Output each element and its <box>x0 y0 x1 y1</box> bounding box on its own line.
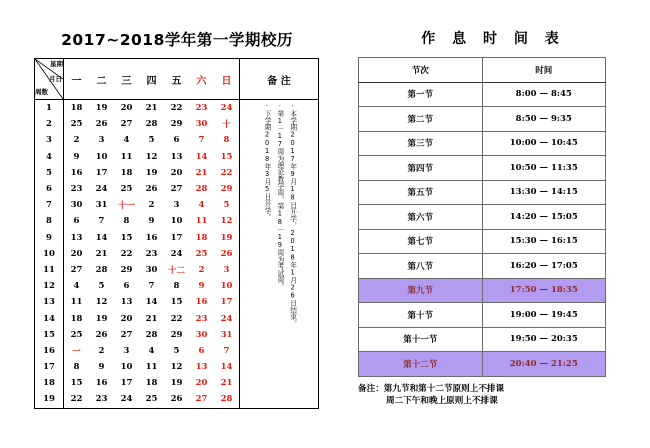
calendar-day-cell: 28 <box>195 184 208 195</box>
schedule-row <box>359 254 606 279</box>
calendar-weekday-header-2: 二 <box>89 59 114 100</box>
calendar-header-row <box>35 59 319 100</box>
calendar-title: 2017~2018学年第一学期校历 <box>61 31 293 49</box>
calendar-day-cell: 10 <box>95 151 108 162</box>
schedule-title: 作 息 时 间 表 <box>421 31 565 47</box>
calendar-day-cell: 30 <box>195 119 208 130</box>
calendar-day-cell: 18 <box>145 378 158 389</box>
calendar-day-cell: 19 <box>95 103 108 114</box>
calendar-day-cell: 25 <box>64 327 90 343</box>
calendar-day-cell: 16 <box>145 232 158 243</box>
schedule-period-time: 16:20 — 17:05 <box>482 254 606 279</box>
calendar-day-cell: 21 <box>220 378 233 389</box>
schedule-period-name: 第二节 <box>359 107 483 132</box>
calendar-weekday-header-4: 四 <box>139 59 164 100</box>
calendar-day-cell: 3 <box>173 200 180 211</box>
calendar-day-cell: 31 <box>95 200 108 211</box>
calendar-day-cell: 26 <box>170 394 183 405</box>
schedule-period-time: 10:50 — 11:35 <box>482 156 606 181</box>
calendar-day-cell: 15 <box>170 297 183 308</box>
calendar-day-cell: 23 <box>64 181 90 197</box>
schedule-note-line-2: 周二下午和晚上原则上不排课 <box>386 396 498 407</box>
calendar-day-cell: 23 <box>95 394 108 405</box>
calendar-day-cell: 5 <box>98 281 105 292</box>
calendar-day-cell: 17 <box>120 378 133 389</box>
schedule-period-name: 第十二节 <box>359 352 483 377</box>
calendar-day-cell: 十一 <box>117 201 135 212</box>
remark-line-1: ·本学期2017年9月18日开学，2018年1月26日结束。 <box>288 102 297 327</box>
calendar-day-cell: 5 <box>148 135 155 146</box>
calendar-day-cell: 8 <box>173 281 180 292</box>
calendar-day-cell: 9 <box>64 149 90 165</box>
academic-calendar-table <box>34 58 319 409</box>
calendar-day-cell: 2 <box>148 200 155 211</box>
calendar-day-cell: 20 <box>195 378 208 389</box>
schedule-period-time: 17:50 — 18:35 <box>482 278 606 303</box>
calendar-day-cell: 24 <box>95 184 108 195</box>
calendar-week-number: 18 <box>43 378 55 389</box>
calendar-day-cell: 6 <box>173 135 180 146</box>
calendar-week-number: 2 <box>46 119 52 130</box>
calendar-day-cell: 14 <box>95 232 108 243</box>
calendar-day-cell: 26 <box>95 119 108 130</box>
calendar-day-cell: 24 <box>120 394 133 405</box>
calendar-day-cell: 11 <box>64 294 90 310</box>
calendar-day-cell: 10 <box>220 281 233 292</box>
calendar-week-number: 7 <box>46 200 52 211</box>
calendar-day-cell: 16 <box>64 165 90 181</box>
calendar-day-cell: 29 <box>170 329 183 340</box>
calendar-day-cell: 19 <box>95 313 108 324</box>
calendar-weekday-header-1: 一 <box>64 59 90 100</box>
schedule-period-time: 10:00 — 10:45 <box>482 131 606 156</box>
corner-label-monthday: 月日 <box>49 74 62 83</box>
calendar-day-cell: 8 <box>123 216 130 227</box>
calendar-day-cell: 14 <box>195 151 208 162</box>
calendar-day-cell: 25 <box>195 248 208 259</box>
calendar-day-cell: 11 <box>195 216 208 227</box>
calendar-week-number: 5 <box>46 167 52 178</box>
schedule-period-time: 19:00 — 19:45 <box>482 303 606 328</box>
calendar-remark-header: 备 注 <box>240 59 319 100</box>
calendar-week-number: 6 <box>46 184 52 195</box>
class-schedule-table <box>358 57 606 377</box>
calendar-week-number: 10 <box>43 248 55 259</box>
calendar-week-number: 9 <box>46 232 52 243</box>
calendar-week-number: 16 <box>43 345 55 356</box>
calendar-day-cell: 9 <box>148 216 155 227</box>
calendar-day-cell: 十 <box>222 120 231 131</box>
schedule-header-time: 时间 <box>482 58 606 83</box>
calendar-day-cell: 14 <box>145 297 158 308</box>
schedule-period-name: 第八节 <box>359 254 483 279</box>
calendar-day-cell: 19 <box>145 167 158 178</box>
calendar-day-cell: 14 <box>220 362 233 373</box>
calendar-day-cell: 4 <box>123 135 130 146</box>
calendar-week-number: 13 <box>43 297 55 308</box>
remark-line-3: ·下学期2018年3月5日开学。 <box>263 102 272 221</box>
calendar-day-cell: 7 <box>98 216 105 227</box>
calendar-day-cell: 10 <box>170 216 183 227</box>
calendar-day-cell: 6 <box>64 213 90 229</box>
calendar-week-number: 19 <box>43 394 55 405</box>
calendar-day-cell: 30 <box>195 329 208 340</box>
calendar-day-cell: 24 <box>220 313 233 324</box>
calendar-day-cell: 27 <box>120 329 133 340</box>
calendar-day-cell: 4 <box>198 200 205 211</box>
calendar-day-cell: 31 <box>220 329 233 340</box>
schedule-panel <box>352 28 628 408</box>
calendar-day-cell: 9 <box>198 281 205 292</box>
calendar-day-cell: 16 <box>95 378 108 389</box>
schedule-header-period: 节次 <box>359 58 483 83</box>
schedule-period-name: 第一节 <box>359 82 483 107</box>
schedule-period-name: 第三节 <box>359 131 483 156</box>
corner-label-weekday: 星期 <box>50 60 63 68</box>
calendar-day-cell: 15 <box>120 232 133 243</box>
calendar-day-cell: 8 <box>223 135 230 146</box>
calendar-day-cell: 17 <box>95 167 108 178</box>
calendar-week-number: 14 <box>43 313 55 324</box>
calendar-day-cell: 3 <box>123 345 130 356</box>
calendar-day-cell: 30 <box>145 264 158 275</box>
calendar-day-cell: 25 <box>64 116 90 132</box>
calendar-corner-cell <box>35 59 64 100</box>
calendar-day-cell: 22 <box>64 391 90 408</box>
calendar-day-cell: 28 <box>145 329 158 340</box>
calendar-day-cell: 7 <box>198 135 205 146</box>
calendar-day-cell: 23 <box>145 248 158 259</box>
schedule-header-row <box>359 58 606 83</box>
calendar-day-cell: 28 <box>145 119 158 130</box>
calendar-day-cell: 29 <box>120 264 133 275</box>
calendar-weekday-header-7: 日 <box>214 59 240 100</box>
calendar-day-cell: 21 <box>145 313 158 324</box>
schedule-row <box>359 278 606 303</box>
calendar-day-cell: 22 <box>220 167 233 178</box>
schedule-period-time: 14:20 — 15:05 <box>482 205 606 230</box>
calendar-day-cell: 30 <box>64 197 90 213</box>
schedule-period-name: 第四节 <box>359 156 483 181</box>
calendar-day-cell: 13 <box>170 151 183 162</box>
schedule-period-name: 第九节 <box>359 278 483 303</box>
calendar-week-row <box>35 100 319 117</box>
calendar-day-cell: 24 <box>220 103 233 114</box>
calendar-day-cell: 一 <box>64 343 90 359</box>
calendar-day-cell: 5 <box>173 345 180 356</box>
calendar-day-cell: 6 <box>123 281 130 292</box>
calendar-day-cell: 22 <box>120 248 133 259</box>
schedule-period-time: 8:00 — 8:45 <box>482 82 606 107</box>
calendar-day-cell: 15 <box>64 375 90 391</box>
calendar-day-cell: 13 <box>120 297 133 308</box>
calendar-weekday-header-3: 三 <box>114 59 139 100</box>
calendar-day-cell: 21 <box>145 103 158 114</box>
calendar-week-number: 8 <box>46 216 52 227</box>
calendar-week-number: 11 <box>43 264 55 275</box>
calendar-day-cell: 19 <box>170 378 183 389</box>
corner-label-weeknum: 周数 <box>35 88 48 96</box>
calendar-day-cell: 8 <box>64 359 90 375</box>
schedule-period-time: 20:40 — 21:25 <box>482 352 606 377</box>
calendar-day-cell: 29 <box>170 119 183 130</box>
calendar-day-cell: 26 <box>95 329 108 340</box>
schedule-period-time: 13:30 — 14:15 <box>482 180 606 205</box>
schedule-period-name: 第十一节 <box>359 327 483 352</box>
calendar-weekday-header-6: 六 <box>189 59 214 100</box>
calendar-day-cell: 9 <box>98 362 105 373</box>
calendar-day-cell: 5 <box>223 200 230 211</box>
calendar-day-cell: 12 <box>145 151 158 162</box>
calendar-day-cell: 19 <box>220 232 233 243</box>
schedule-row <box>359 180 606 205</box>
schedule-period-name: 第十节 <box>359 303 483 328</box>
calendar-day-cell: 18 <box>64 310 90 326</box>
remark-vertical-text-group <box>240 100 318 410</box>
calendar-day-cell: 10 <box>120 362 133 373</box>
calendar-day-cell: 18 <box>195 232 208 243</box>
calendar-day-cell: 12 <box>95 297 108 308</box>
calendar-week-number: 15 <box>43 329 55 340</box>
calendar-day-cell: 28 <box>220 394 233 405</box>
calendar-day-cell: 20 <box>120 313 133 324</box>
calendar-remarks-cell <box>240 100 319 409</box>
calendar-day-cell: 11 <box>145 362 158 373</box>
calendar-day-cell: 26 <box>220 248 233 259</box>
calendar-day-cell: 2 <box>98 345 105 356</box>
calendar-day-cell: 7 <box>148 281 155 292</box>
schedule-period-time: 19:50 — 20:35 <box>482 327 606 352</box>
schedule-row <box>359 352 606 377</box>
calendar-day-cell: 18 <box>120 167 133 178</box>
schedule-period-name: 第七节 <box>359 229 483 254</box>
calendar-day-cell: 23 <box>195 103 208 114</box>
calendar-day-cell: 22 <box>170 313 183 324</box>
calendar-day-cell: 6 <box>198 345 205 356</box>
calendar-day-cell: 20 <box>64 246 90 262</box>
calendar-day-cell: 26 <box>145 184 158 195</box>
schedule-period-name: 第五节 <box>359 180 483 205</box>
calendar-day-cell: 27 <box>170 184 183 195</box>
calendar-day-cell: 7 <box>223 345 230 356</box>
schedule-row <box>359 82 606 107</box>
calendar-panel <box>22 28 332 418</box>
calendar-day-cell: 13 <box>64 230 90 246</box>
calendar-day-cell: 17 <box>220 297 233 308</box>
schedule-row <box>359 229 606 254</box>
calendar-day-cell: 17 <box>170 232 183 243</box>
schedule-period-time: 8:50 — 9:35 <box>482 107 606 132</box>
schedule-notes <box>358 383 628 409</box>
calendar-week-number: 3 <box>46 135 52 146</box>
calendar-day-cell: 12 <box>220 216 233 227</box>
corner-diagonal-box <box>35 59 63 99</box>
calendar-week-number: 17 <box>43 362 55 373</box>
calendar-weekday-header-5: 五 <box>164 59 189 100</box>
calendar-day-cell: 23 <box>195 313 208 324</box>
calendar-day-cell: 20 <box>120 103 133 114</box>
schedule-row <box>359 205 606 230</box>
calendar-day-cell: 16 <box>195 297 208 308</box>
calendar-day-cell: 4 <box>148 345 155 356</box>
calendar-day-cell: 11 <box>120 151 133 162</box>
calendar-day-cell: 2 <box>198 264 205 275</box>
calendar-day-cell: 15 <box>220 151 233 162</box>
calendar-day-cell: 十二 <box>167 265 185 276</box>
schedule-period-name: 第六节 <box>359 205 483 230</box>
remark-line-2: ·第1－17周为理论教学周，第18－19周为考试周。 <box>275 102 284 290</box>
calendar-week-number: 4 <box>46 151 52 162</box>
calendar-day-cell: 27 <box>64 262 90 278</box>
schedule-note-line-1: 备注：第九节和第十二节原则上不排课 <box>358 383 505 394</box>
calendar-day-cell: 21 <box>95 248 108 259</box>
calendar-day-cell: 24 <box>170 248 183 259</box>
calendar-day-cell: 20 <box>170 167 183 178</box>
calendar-day-cell: 18 <box>64 100 90 117</box>
schedule-row <box>359 156 606 181</box>
calendar-day-cell: 28 <box>95 264 108 275</box>
schedule-row <box>359 107 606 132</box>
calendar-day-cell: 13 <box>195 362 208 373</box>
calendar-day-cell: 12 <box>170 362 183 373</box>
schedule-row <box>359 303 606 328</box>
calendar-day-cell: 25 <box>145 394 158 405</box>
calendar-day-cell: 29 <box>220 184 233 195</box>
calendar-day-cell: 25 <box>120 184 133 195</box>
calendar-day-cell: 4 <box>64 278 90 294</box>
calendar-week-number: 12 <box>43 281 55 292</box>
calendar-day-cell: 3 <box>223 264 230 275</box>
calendar-day-cell: 21 <box>195 167 208 178</box>
calendar-day-cell: 27 <box>195 394 208 405</box>
calendar-day-cell: 2 <box>64 132 90 148</box>
calendar-week-number: 1 <box>46 103 52 114</box>
schedule-row <box>359 131 606 156</box>
schedule-period-time: 15:30 — 16:15 <box>482 229 606 254</box>
calendar-day-cell: 27 <box>120 119 133 130</box>
schedule-row <box>359 327 606 352</box>
calendar-day-cell: 22 <box>170 103 183 114</box>
calendar-day-cell: 3 <box>98 135 105 146</box>
